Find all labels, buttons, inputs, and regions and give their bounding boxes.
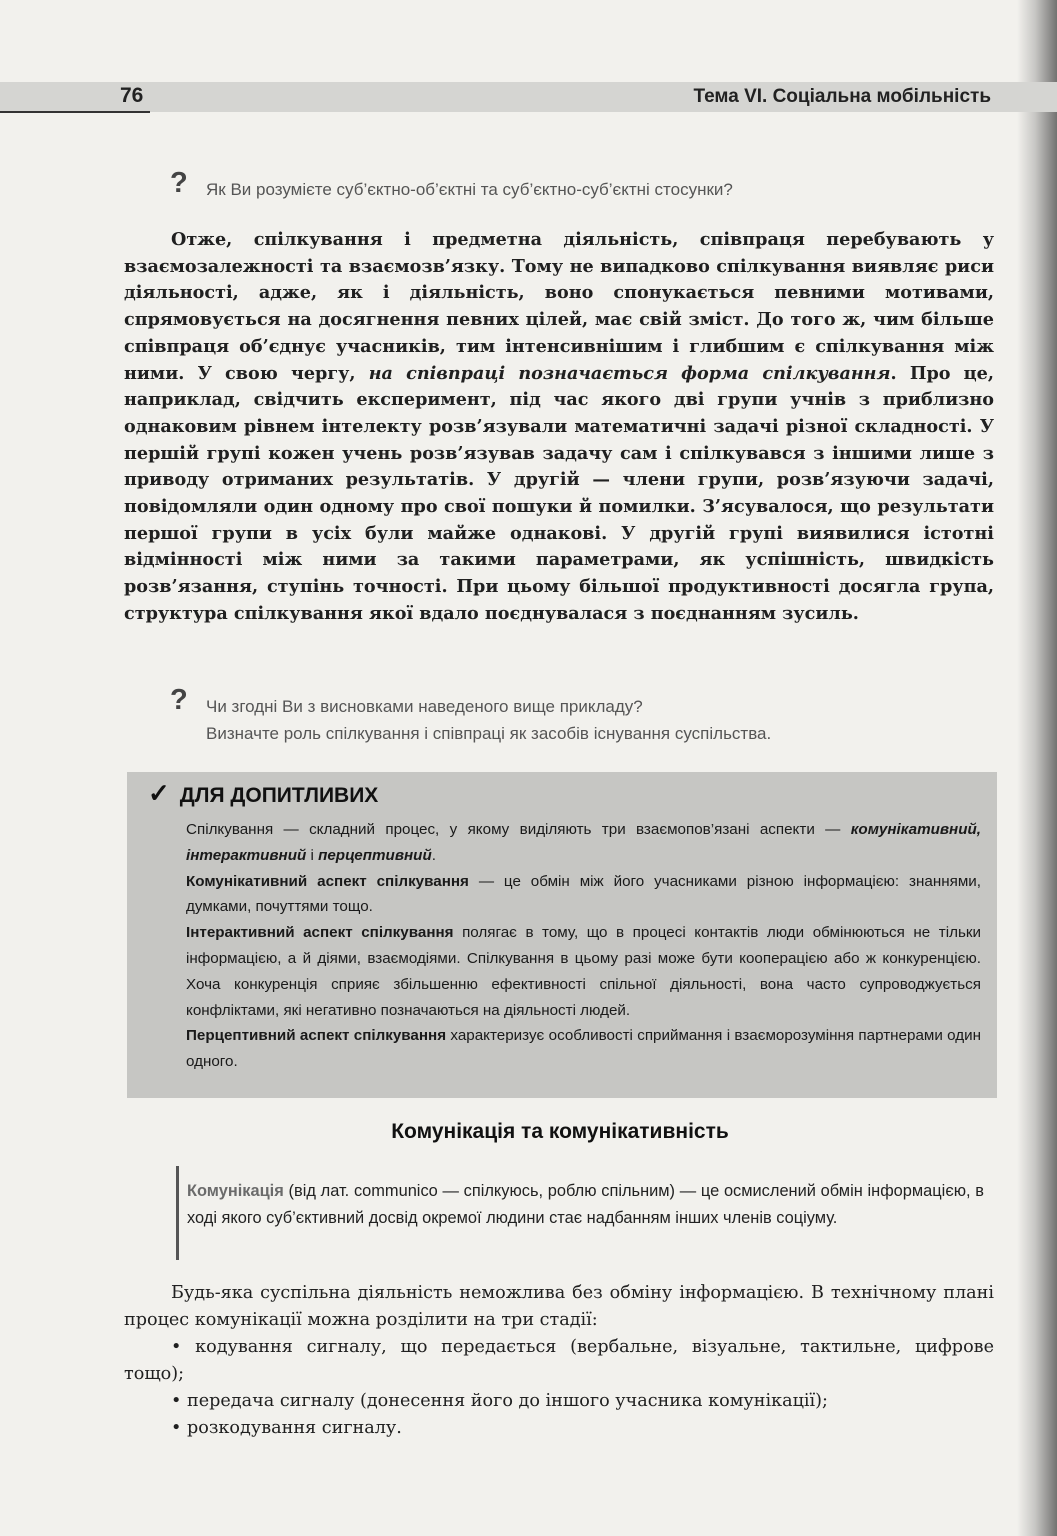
aspect-communicative bbox=[186, 869, 981, 921]
term-perceptive: Перцептивний аспект спілкування bbox=[186, 1027, 447, 1045]
term-interactive: Інтерактивний аспект спілкування bbox=[186, 924, 454, 942]
question-text-line-1: Чи згодні Ви з висновками наведеного вище прикладу? bbox=[206, 697, 643, 716]
conjunction: і bbox=[306, 846, 319, 864]
paragraph-1-part2: . Про це, наприклад, свідчить експеримент, під час якого дві групи учнів з приблизно однаковим рівнем інтелекту розв’язували математичні задачі різної складності. У першій групі кожен учень розв’язував задачу сам і спілкувався з іншими лише з приводу отриманих результатів. У другій — члени групи, розв’язуючи задачі, повідомляли один одному про свої пошуки й помилки. З’ясувалося, що результати першої групи в усіх були майже однакові. У другій групі виявилися істотні відмінності між ними за такими параметрами, як успішність, швидкість розв’язання, ступінь точності. При цьому більшої продуктивності досягла група, структура спілкування якої вдало поєднувалася з поєднанням зусиль. bbox=[124, 362, 994, 624]
list-item: • кодування сигналу, що передається (вербальне, візуальне, тактильне, цифрове тощо); bbox=[124, 1334, 994, 1388]
aspect-interactive bbox=[186, 920, 981, 1023]
aspect-names-2: перцептивний bbox=[318, 846, 432, 864]
running-title: Тема VI. Соціальна мобільність bbox=[693, 86, 991, 107]
list-item: • розкодування сигналу. bbox=[124, 1415, 994, 1442]
page-edge-shadow bbox=[1017, 0, 1057, 1536]
list-item: • передача сигналу (донесення його до іншого учасника комунікації); bbox=[124, 1388, 994, 1415]
aspect-perceptive bbox=[186, 1023, 981, 1075]
inquiry-body bbox=[186, 817, 981, 1075]
question-mark-icon: ? bbox=[170, 684, 188, 716]
intro-end: . bbox=[431, 846, 436, 864]
inquiry-heading bbox=[148, 778, 378, 809]
checkmark-icon: ✓ bbox=[148, 778, 170, 808]
aspect-names-1: комунікативний, інтерактивний bbox=[186, 821, 981, 864]
def-communicative: — це обмін між його учасниками різною інформацією: знаннями, думками, почуттями тощо. bbox=[186, 872, 981, 916]
question-mark-icon: ? bbox=[170, 167, 188, 199]
inquiry-intro-text: Спілкування — складний процес, у якому виділяють три взаємопов’язані аспекти — bbox=[186, 821, 851, 838]
def-perceptive: характеризує особливості сприймання і взаєморозуміння партнерами один одного. bbox=[186, 1027, 981, 1071]
question-block-2 bbox=[170, 684, 950, 747]
inquiry-heading-text: ДЛЯ ДОПИТЛИВИХ bbox=[179, 784, 379, 807]
paragraph-2: Будь-яка суспільна діяльність неможлива без обміну інформацією. В технічному плані процес комунікації можна розділити на три стадії: bbox=[124, 1283, 994, 1330]
page-number: 76 bbox=[120, 84, 144, 107]
section-title: Комунікація та комунікативність bbox=[391, 1120, 729, 1143]
paragraph-1-part1: Отже, спілкування і предметна діяльність, співпраця перебувають у взаємозалежності та взаємозв’язку. Тому не випадково спілкування виявляє риси діяльності, адже, як і діяльність, воно спонукається певними мотивами, спрямовується на досягнення певних цілей, має свій зміст. До того ж, чим більше співпраця об’єднує учасників, тим інтенсивнішим і глибшим є спілкування між ними. У свою чергу, bbox=[124, 229, 994, 384]
inquiry-intro bbox=[186, 817, 981, 869]
header-rule bbox=[0, 111, 150, 113]
paragraph-1-emphasis: на співпраці позначається форма спілкування bbox=[368, 362, 891, 384]
question-text-line-2: Визначте роль спілкування і співпраці як засобів існування суспільства. bbox=[206, 724, 772, 743]
term-communicative: Комунікативний аспект спілкування bbox=[186, 872, 469, 890]
paragraph-1 bbox=[124, 227, 994, 628]
question-block-1 bbox=[170, 167, 950, 203]
stages-list bbox=[124, 1334, 994, 1442]
definition-term: Комунікація bbox=[187, 1182, 284, 1200]
definition-text bbox=[187, 1178, 984, 1232]
question-text: Як Ви розумієте суб’єктно-об’єктні та суб’єктно-суб’єктні стосунки? bbox=[206, 180, 733, 199]
definition-body: (від лат. communico — спілкуюсь, роблю спільним) — це осмислений обмін інформацією, в ході якого суб’єктивний досвід окремої людини стає надбанням інших членів соціуму. bbox=[187, 1182, 984, 1227]
def-interactive: полягає в тому, що в процесі контактів люди обмінюються не тільки інформацією, а й діями, взаємодіями. Спілкування в цьому разі може бути кооперацією або ж конкуренцією. Хоча конкуренція сприяє збільшенню ефективності спільної діяльності, вона часто супроводжується конфліктами, які негативно позначаються на діяльності людей. bbox=[186, 924, 981, 1019]
